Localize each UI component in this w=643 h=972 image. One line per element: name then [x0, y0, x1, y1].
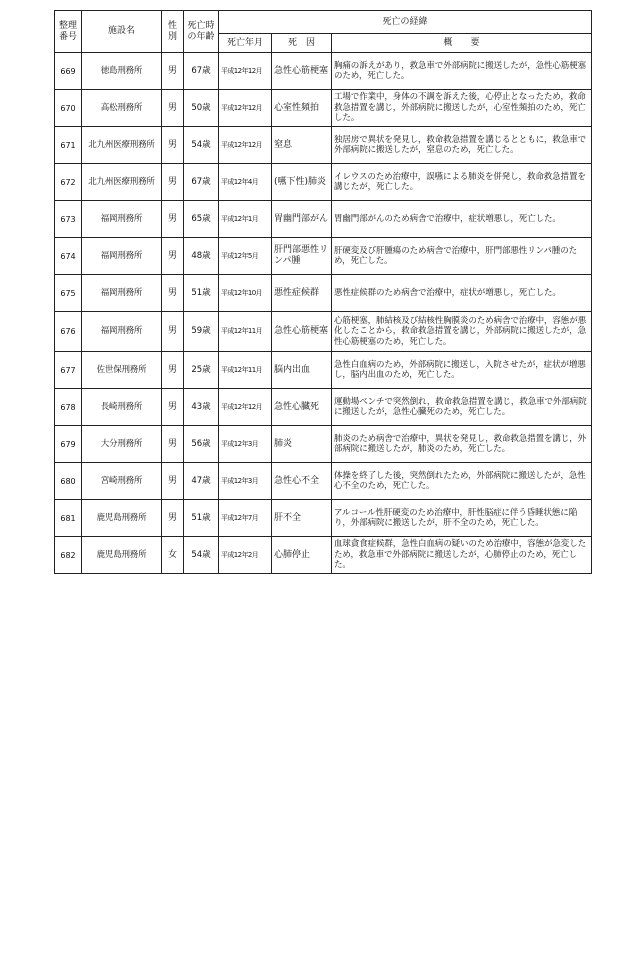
table-body [55, 53, 592, 574]
header-age: 死亡時の年齢 [184, 11, 219, 53]
row-sex: 女 [162, 537, 184, 574]
header-date: 死亡年月 [219, 34, 272, 53]
row-no: 673 [55, 201, 82, 238]
row-cause: 悪性症候群 [272, 275, 332, 312]
header-sex: 性別 [162, 11, 184, 53]
row-age: 56歳 [184, 426, 219, 463]
row-date: 平成12年2月 [219, 537, 272, 574]
row-sex: 男 [162, 500, 184, 537]
row-age: 67歳 [184, 53, 219, 90]
row-cause: 脳内出血 [272, 352, 332, 389]
row-no: 670 [55, 90, 82, 127]
table-row [55, 53, 592, 90]
deaths-table [54, 10, 592, 574]
row-cause: 急性心筋梗塞 [272, 53, 332, 90]
header-no: 整理番号 [55, 11, 82, 53]
row-facility: 福岡刑務所 [82, 201, 162, 238]
row-summary: 肺炎のため病舎で治療中，異状を発見し，救命救急措置を講じ，外部病院に搬送したが，肺炎のため，死亡した。 [332, 426, 592, 463]
table-row [55, 537, 592, 574]
row-age: 25歳 [184, 352, 219, 389]
header-circumstances: 死亡の経緯 [219, 11, 592, 34]
row-facility: 大分刑務所 [82, 426, 162, 463]
table-row [55, 389, 592, 426]
row-summary: 体操を終了した後，突然倒れたため，外部病院に搬送したが，急性心不全のため，死亡した。 [332, 463, 592, 500]
row-date: 平成12年1月 [219, 201, 272, 238]
row-no: 675 [55, 275, 82, 312]
table-row [55, 500, 592, 537]
row-cause: 急性心不全 [272, 463, 332, 500]
row-summary: 心筋梗塞，肺結核及び結核性胸膜炎のため病舎で治療中，容態が悪化したことから，救命救急措置を講じ，外部病院に搬送したが，急性心筋梗塞のため，死亡した。 [332, 312, 592, 352]
row-summary: アルコール性肝硬変のため治療中，肝性脳症に伴う昏睡状態に陥り，外部病院に搬送したが，肝不全のため，死亡した。 [332, 500, 592, 537]
row-no: 677 [55, 352, 82, 389]
row-date: 平成12年12月 [219, 53, 272, 90]
row-no: 682 [55, 537, 82, 574]
row-date: 平成12年12月 [219, 127, 272, 164]
row-date: 平成12年10月 [219, 275, 272, 312]
row-cause: 急性心臓死 [272, 389, 332, 426]
row-no: 672 [55, 164, 82, 201]
row-summary: 悪性症候群のため病舎で治療中，症状が増悪し，死亡した。 [332, 275, 592, 312]
row-cause: 急性心筋梗塞 [272, 312, 332, 352]
row-facility: 福岡刑務所 [82, 312, 162, 352]
row-date: 平成12年11月 [219, 312, 272, 352]
row-age: 59歳 [184, 312, 219, 352]
row-cause: 心室性頻拍 [272, 90, 332, 127]
row-date: 平成12年11月 [219, 352, 272, 389]
row-cause: 肺炎 [272, 426, 332, 463]
row-age: 54歳 [184, 537, 219, 574]
row-age: 65歳 [184, 201, 219, 238]
table-row [55, 238, 592, 275]
row-age: 48歳 [184, 238, 219, 275]
row-no: 671 [55, 127, 82, 164]
table-row [55, 312, 592, 352]
row-cause: 胃幽門部がん [272, 201, 332, 238]
row-summary: 独居房で異状を発見し，救命救急措置を講じるとともに，救急車で外部病院に搬送したが，窒息のため，死亡した。 [332, 127, 592, 164]
row-no: 676 [55, 312, 82, 352]
row-no: 679 [55, 426, 82, 463]
row-age: 43歳 [184, 389, 219, 426]
row-cause: (嚥下性)肺炎 [272, 164, 332, 201]
row-date: 平成12年12月 [219, 90, 272, 127]
table-row [55, 127, 592, 164]
row-sex: 男 [162, 90, 184, 127]
row-summary: 工場で作業中，身体の不調を訴えた後，心停止となったため，救命救急措置を講じ，外部病院に搬送したが，心室性頻拍のため，死亡した。 [332, 90, 592, 127]
row-no: 680 [55, 463, 82, 500]
table-row [55, 352, 592, 389]
table-row [55, 275, 592, 312]
row-sex: 男 [162, 312, 184, 352]
row-facility: 北九州医療刑務所 [82, 164, 162, 201]
row-date: 平成12年3月 [219, 426, 272, 463]
row-facility: 福岡刑務所 [82, 238, 162, 275]
table-header [55, 11, 592, 53]
row-date: 平成12年4月 [219, 164, 272, 201]
table-row [55, 463, 592, 500]
row-facility: 長崎刑務所 [82, 389, 162, 426]
header-summary: 概 要 [332, 34, 592, 53]
row-summary: 運動場ベンチで突然倒れ，救命救急措置を講じ，救急車で外部病院に搬送したが，急性心臓死のため，死亡した。 [332, 389, 592, 426]
table-row [55, 90, 592, 127]
row-facility: 鹿児島刑務所 [82, 537, 162, 574]
table-row [55, 164, 592, 201]
row-summary: 血球貪食症候群，急性白血病の疑いのため治療中，容態が急変したため，救急車で外部病院に搬送したが，心肺停止のため，死亡した。 [332, 537, 592, 574]
row-summary: イレウスのため治療中，誤嚥による肺炎を併発し，救命救急措置を講じたが，死亡した。 [332, 164, 592, 201]
row-date: 平成12年12月 [219, 389, 272, 426]
row-age: 54歳 [184, 127, 219, 164]
row-facility: 宮崎刑務所 [82, 463, 162, 500]
row-sex: 男 [162, 352, 184, 389]
table-row [55, 201, 592, 238]
row-facility: 高松刑務所 [82, 90, 162, 127]
row-summary: 胃幽門部がんのため病舎で治療中，症状増悪し，死亡した。 [332, 201, 592, 238]
row-facility: 北九州医療刑務所 [82, 127, 162, 164]
row-sex: 男 [162, 127, 184, 164]
row-summary: 肝硬変及び肝腫瘍のため病舎で治療中，肝門部悪性リンパ腫のため，死亡した。 [332, 238, 592, 275]
row-cause: 肝門部悪性リンパ腫 [272, 238, 332, 275]
row-age: 51歳 [184, 275, 219, 312]
row-date: 平成12年3月 [219, 463, 272, 500]
row-facility: 佐世保刑務所 [82, 352, 162, 389]
header-cause: 死 因 [272, 34, 332, 53]
row-no: 669 [55, 53, 82, 90]
row-date: 平成12年5月 [219, 238, 272, 275]
row-sex: 男 [162, 463, 184, 500]
row-cause: 窒息 [272, 127, 332, 164]
table-row [55, 426, 592, 463]
row-sex: 男 [162, 275, 184, 312]
row-summary: 急性白血病のため，外部病院に搬送し，入院させたが，症状が増悪し，脳内出血のため，死亡した。 [332, 352, 592, 389]
row-age: 51歳 [184, 500, 219, 537]
row-sex: 男 [162, 238, 184, 275]
row-facility: 徳島刑務所 [82, 53, 162, 90]
row-sex: 男 [162, 201, 184, 238]
row-age: 50歳 [184, 90, 219, 127]
row-no: 681 [55, 500, 82, 537]
row-no: 674 [55, 238, 82, 275]
row-age: 47歳 [184, 463, 219, 500]
row-sex: 男 [162, 426, 184, 463]
row-facility: 鹿児島刑務所 [82, 500, 162, 537]
row-cause: 肝不全 [272, 500, 332, 537]
row-sex: 男 [162, 389, 184, 426]
row-facility: 福岡刑務所 [82, 275, 162, 312]
row-date: 平成12年7月 [219, 500, 272, 537]
header-facility: 施設名 [82, 11, 162, 53]
row-sex: 男 [162, 53, 184, 90]
row-summary: 胸痛の訴えがあり，救急車で外部病院に搬送したが，急性心筋梗塞のため，死亡した。 [332, 53, 592, 90]
row-cause: 心肺停止 [272, 537, 332, 574]
row-age: 67歳 [184, 164, 219, 201]
row-no: 678 [55, 389, 82, 426]
row-sex: 男 [162, 164, 184, 201]
